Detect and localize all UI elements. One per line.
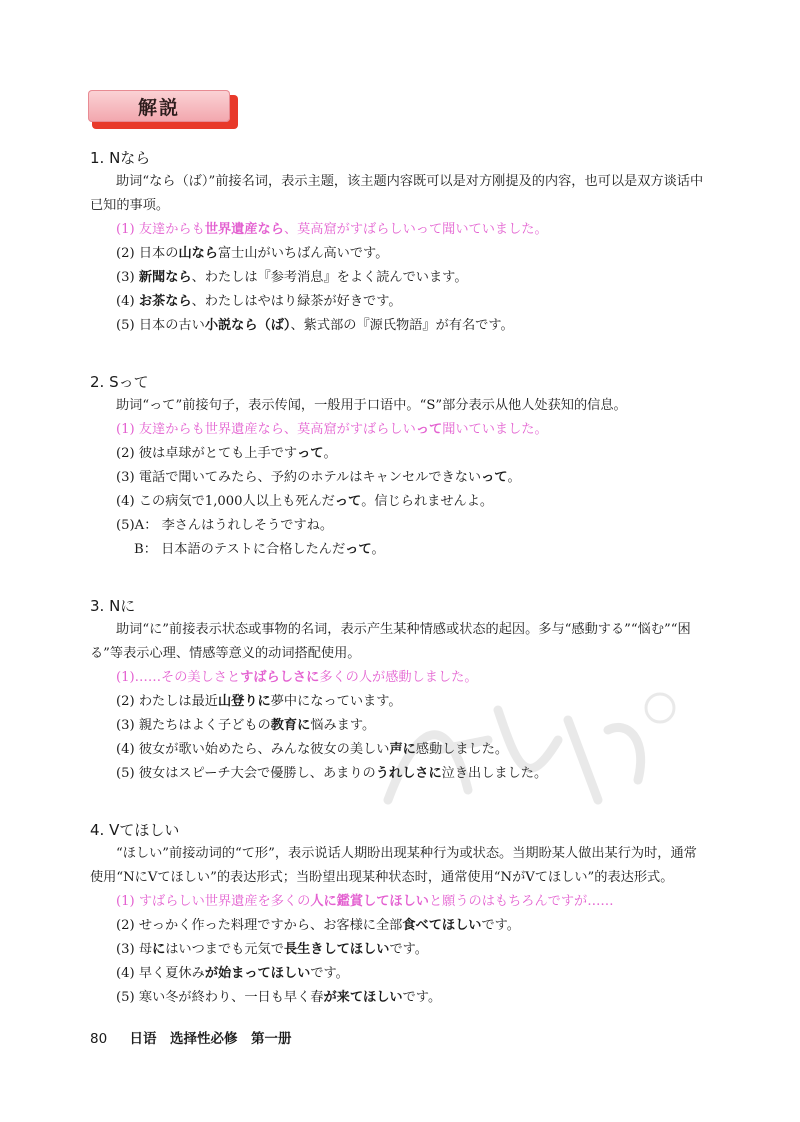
example-sentence: (5) 彼女はスピーチ大会で優勝し、あまりのうれしさに泣き出しました。 xyxy=(116,766,548,781)
example-sentence: (4) 彼女が歌い始めたら、みんな彼女の美しい声に感動しました。 xyxy=(116,742,509,757)
example-sentence: (3) 親たちはよく子どもの教育に悩みます。 xyxy=(116,718,376,733)
example-sentence: (2) せっかく作った料理ですから、お客様に全部食べてほしいです。 xyxy=(116,918,520,933)
example-sentence: (2) 彼は卓球がとても上手ですって。 xyxy=(116,446,337,461)
section-2 xyxy=(90,370,710,562)
example-sentence: (5) 寒い冬が終わり、一日も早く春が来てほしいです。 xyxy=(116,990,442,1005)
example-sentence: (4) 早く夏休みが始まってほしいです。 xyxy=(116,966,349,981)
section-heading: 2. Sって xyxy=(90,373,149,391)
example-sentence: (3) 電話で聞いてみたら、予約のホテルはキャンセルできないって。 xyxy=(116,470,521,485)
section-4 xyxy=(90,818,710,1010)
example-sentence: (3) 母にはいつまでも元気で長生きしてほしいです。 xyxy=(116,942,428,957)
section-explanation: “ほしい”前接动词的“て形”，表示说话人期盼出现某种行为或状态。当期盼某人做出某行为时，通常使用“NにVてほしい”的表达形式；当盼望出现某种状态时，通常使用“NがVてほしい”的表达形式。 xyxy=(90,846,697,885)
banner-title: 解説 xyxy=(88,90,230,122)
example-sentence: (2) わたしは最近山登りに夢中になっています。 xyxy=(116,694,402,709)
publisher-watermark xyxy=(378,680,678,830)
example-sentence: (4) この病気で1,000人以上も死んだって。信じられませんよ。 xyxy=(116,494,494,509)
example-sentence: (1) すばらしい世界遺産を多くの人に鑑賞してほしいと願うのはもちろんですが…… xyxy=(116,894,614,909)
section-heading: 3. Nに xyxy=(90,597,136,615)
book-title: 日语 选择性必修 第一册 xyxy=(129,1031,292,1047)
section-explanation: 助词“に”前接表示状态或事物的名词，表示产生某种情感或状态的起因。多与“感動する”“悩む”“困る”等表示心理、情感等意义的动词搭配使用。 xyxy=(90,622,691,661)
page-number: 80 xyxy=(90,1031,108,1047)
page-footer xyxy=(90,1027,291,1047)
example-sentence: (4) お茶なら、わたしはやはり緑茶が好きです。 xyxy=(116,294,402,309)
example-sentence: (5)A： 李さんはうれしそうですね。 xyxy=(116,518,334,533)
section-banner xyxy=(88,90,238,130)
example-sentence: (1) 友達からも世界遺産なら、莫高窟がすばらしいって聞いていました。 xyxy=(116,422,548,437)
section-explanation: 助词“なら（ば）”前接名词，表示主题，该主题内容既可以是对方刚提及的内容，也可以是双方谈话中已知的事项。 xyxy=(90,174,704,213)
example-sentence: B： 日本語のテストに合格したんだって。 xyxy=(134,542,385,557)
example-sentence: (3) 新聞なら、わたしは『参考消息』をよく読んでいます。 xyxy=(116,270,468,285)
example-sentence: (1) 友達からも世界遺産なら、莫高窟がすばらしいって聞いていました。 xyxy=(116,222,548,237)
example-sentence: (2) 日本の山なら富士山がいちばん高いです。 xyxy=(116,246,389,261)
section-heading: 1. Nなら xyxy=(90,149,151,167)
section-1 xyxy=(90,146,710,338)
section-explanation: 助词“って”前接句子，表示传闻，一般用于口语中。“S”部分表示从他人处获知的信息。 xyxy=(116,398,627,413)
example-sentence: (1)……その美しさとすばらしさに多くの人が感動しました。 xyxy=(116,670,478,685)
example-sentence: (5) 日本の古い小説なら（ば）、紫式部の『源氏物語』が有名です。 xyxy=(116,318,514,333)
section-heading: 4. Vてほしい xyxy=(90,821,180,839)
